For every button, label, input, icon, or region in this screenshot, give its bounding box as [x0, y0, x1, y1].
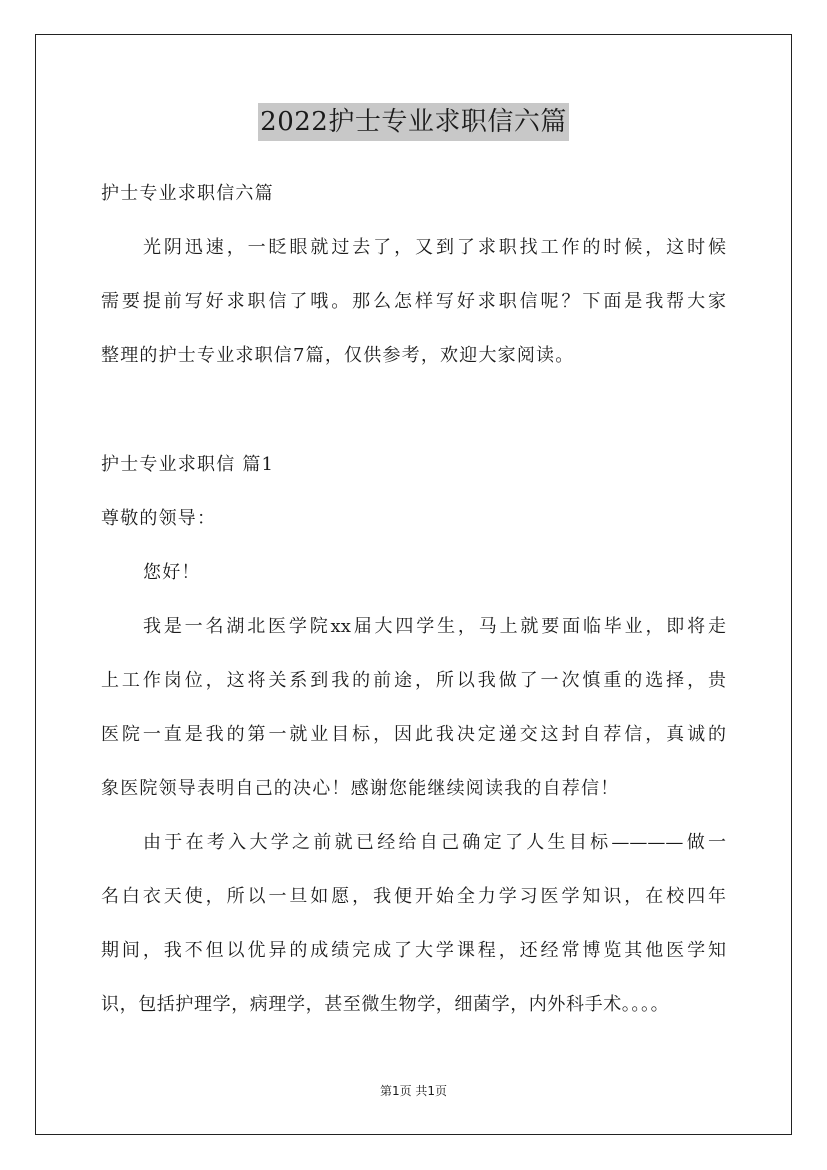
paragraph-line: 象医院领导表明自己的决心！感谢您能继续阅读我的自荐信！	[101, 778, 620, 799]
salutation: 尊敬的领导：	[101, 508, 217, 529]
paragraph-line: 医院一直是我的第一就业目标，因此我决定递交这封自荐信，真诚的	[101, 724, 726, 745]
title-container	[0, 103, 827, 141]
intro-line: 整理的护士专业求职信7篇，仅供参考，欢迎大家阅读。	[101, 345, 575, 366]
paragraph-line: 名白衣天使，所以一旦如愿，我便开始全力学习医学知识，在校四年	[101, 886, 726, 907]
document-subtitle: 护士专业求职信六篇	[101, 183, 274, 204]
paragraph-line: 期间，我不但以优异的成绩完成了大学课程，还经常博览其他医学知	[101, 940, 726, 961]
paragraph-line: 我是一名湖北医学院xx届大四学生，马上就要面临毕业，即将走	[143, 616, 726, 637]
intro-line: 需要提前写好求职信了哦。那么怎样写好求职信呢？下面是我帮大家	[101, 291, 726, 312]
greeting: 您好！	[143, 562, 201, 583]
paragraph-line: 由于在考入大学之前就已经给自己确定了人生目标————做一	[143, 832, 726, 853]
section-heading: 护士专业求职信 篇1	[101, 454, 275, 475]
intro-line: 光阴迅速，一眨眼就过去了，又到了求职找工作的时候，这时候	[143, 237, 726, 258]
page-footer: 第1页 共1页	[379, 1084, 448, 1098]
paragraph-line: 识，包括护理学，病理学，甚至微生物学，细菌学，内外科手术。。。。	[101, 994, 670, 1015]
paragraph-line: 上工作岗位，这将关系到我的前途，所以我做了一次慎重的选择，贵	[101, 670, 726, 691]
document-title: 2022护士专业求职信六篇	[258, 103, 569, 141]
